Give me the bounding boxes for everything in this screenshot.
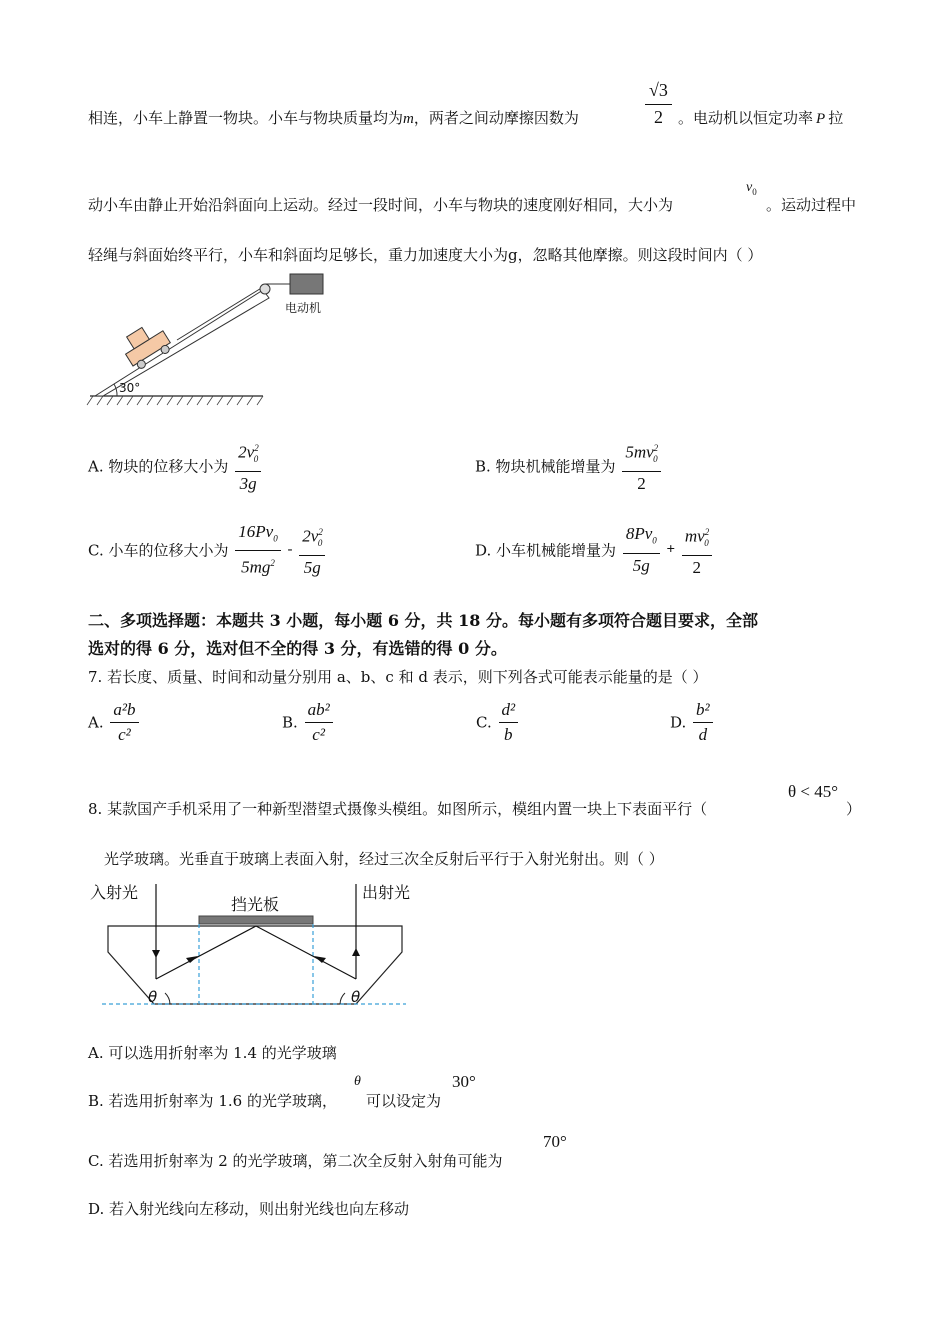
q7-c-den: b: [504, 725, 513, 744]
light-shield-plate: [199, 916, 313, 924]
q7-b-fraction: [305, 700, 333, 745]
q6-line1: [88, 107, 579, 128]
q7-b-label: B.: [282, 713, 298, 732]
q6-option-c: [88, 522, 327, 578]
q6-option-b: [475, 438, 663, 494]
option-a-text: A. 物块的位移大小为: [88, 457, 229, 476]
q6-line1-text-b: ，两者之间动摩擦因数为: [413, 109, 579, 127]
q6-line3: 轻绳与斜面始终平行，小车和斜面均足够长，重力加速度大小为g，忽略其他摩擦。则这段时间内（ ）: [88, 246, 763, 264]
q6-line2-tail: [766, 194, 856, 215]
exit-light-label: 出射光: [362, 883, 411, 902]
q6-line1-text-c: 。电动机以恒定功率: [678, 109, 814, 127]
ground-hatching: [87, 396, 263, 405]
q8-stem-a: 8. 某款国产手机采用了一种新型潜望式摄像头模组。如图所示，模组内置一块上下表面平行（: [88, 800, 708, 818]
q8-c-text: C. 若选用折射率为 2 的光学玻璃，第二次全反射入射角可能为: [88, 1152, 503, 1170]
mu-numerator: √3: [645, 80, 672, 105]
q8-b-theta: θ: [354, 1074, 361, 1089]
option-d-den1: 5g: [632, 555, 650, 575]
q8-b-text-b: 可以设定为: [366, 1092, 442, 1110]
q7-option-c: [476, 700, 520, 745]
q8-option-c: [88, 1150, 503, 1171]
option-b-num: 5mv: [625, 442, 654, 462]
q8-option-b: [88, 1090, 337, 1111]
speed-subscript: 0: [752, 186, 757, 197]
q7-d-den: d: [698, 725, 708, 744]
mu-denominator: 2: [653, 107, 663, 127]
q7-c-fraction: [499, 700, 519, 745]
option-c-fraction-1: $\frac{16Pv_0}{5mg^2}$: [235, 522, 280, 578]
q7-b-num: ab²: [305, 700, 333, 723]
option-d-fraction-1: $\frac{8Pv_0}{5g}$: [623, 524, 660, 575]
section2-heading-line2: 选对的得 6 分，选对但不全的得 3 分，有选错的得 0 分。: [88, 639, 507, 658]
rope-lower: [177, 287, 263, 340]
option-d-plus: +: [666, 541, 676, 558]
q7-stem: 7. 若长度、质量、时间和动量分别用 a、b、c 和 d 表示，则下列各式可能表示能量的是（ ）: [88, 668, 708, 686]
option-d-fraction-2: $\frac{mv^2_0}{2}$: [682, 522, 712, 578]
q8-b-text-a: B. 若选用折射率为 1.6 的光学玻璃，: [88, 1092, 337, 1110]
mass-symbol: m: [403, 111, 414, 127]
option-a-den: 3g: [239, 474, 257, 494]
option-a-fraction: $\frac{2v^2_0}{3g}$: [235, 438, 261, 494]
section2-heading-line1: 二、多项选择题：本题共 3 小题，每小题 6 分，共 18 分。每小题有多项符合题目要求，全部: [88, 611, 758, 630]
option-b-den: 2: [637, 474, 646, 494]
speed-symbol: [746, 180, 757, 197]
power-symbol: P: [816, 111, 826, 127]
q7-option-a: [88, 700, 141, 745]
q7-d-num: b²: [693, 700, 713, 723]
q7-option-b: [282, 700, 335, 745]
theta-right-label: θ: [351, 988, 361, 1006]
option-a-num: 2v: [238, 442, 255, 462]
q8-option-a: A. 可以选用折射率为 1.4 的光学玻璃: [88, 1044, 337, 1062]
option-b-text: B. 物块机械能增量为: [475, 457, 616, 476]
q7-a-fraction: [110, 700, 138, 745]
q7-d-label: D.: [670, 713, 687, 732]
pulley: [260, 284, 270, 294]
q8-stem-line1: [88, 798, 707, 819]
q6-option-d: [475, 522, 714, 578]
q6-line1-text-d: 拉: [828, 109, 844, 127]
friction-coefficient-fraction: [645, 80, 672, 128]
q6-option-a: [88, 438, 263, 494]
angle-label: 30°: [119, 381, 141, 395]
option-d-num2: mv: [684, 526, 705, 546]
incident-light-label: 入射光: [90, 883, 139, 902]
motor: [290, 274, 323, 294]
q8-c-angle: 70°: [543, 1132, 567, 1151]
q7-a-num: a²b: [110, 700, 138, 723]
q6-line1-text-a: 相连，小车上静置一物块。小车与物块质量均为: [88, 109, 404, 127]
periscope-figure: [86, 876, 416, 1016]
light-shield-label: 挡光板: [231, 895, 280, 914]
q8-option-d: D. 若入射光线向左移动，则出射光线也向左移动: [88, 1200, 410, 1218]
q7-a-den: c²: [118, 725, 131, 744]
option-c-num2: 2v: [302, 526, 319, 546]
motor-label: 电动机: [285, 301, 322, 315]
q8-stem-line2: 光学玻璃。光垂直于玻璃上表面入射，经过三次全反射后平行于入射光射出。则（ ）: [104, 850, 664, 868]
option-c-den1: 5mg: [241, 558, 271, 578]
option-c-fraction-2: $\frac{2v^2_0}{5g}$: [299, 522, 325, 578]
q7-a-label: A.: [88, 713, 104, 732]
q6-line2-text-b: 。运动过程中: [766, 196, 857, 214]
q7-c-num: d²: [499, 700, 519, 723]
option-d-den2: 2: [692, 558, 702, 578]
q8-b-angle: 30°: [452, 1072, 476, 1091]
q6-line1-tail: [678, 107, 843, 128]
q6-line2: [88, 194, 673, 215]
q8-theta-condition: θ < 45°: [788, 782, 839, 801]
theta-left-label: θ: [148, 988, 158, 1006]
option-c-text: C. 小车的位移大小为: [88, 541, 229, 560]
option-b-fraction: $\frac{5mv^2_0}{2}$: [622, 438, 660, 494]
q8-stem-close: ）: [846, 800, 862, 818]
speed-v: v: [746, 180, 753, 195]
option-c-minus: -: [287, 541, 293, 558]
incline-figure: [85, 268, 345, 413]
q7-c-label: C.: [476, 713, 492, 732]
q7-option-d: [670, 700, 715, 745]
option-c-den2: 5g: [303, 558, 321, 578]
option-c-num1: 16Pv: [238, 522, 274, 541]
q7-d-fraction: [693, 700, 713, 745]
option-d-num1: 8Pv: [625, 524, 653, 544]
option-d-text: D. 小车机械能增量为: [475, 541, 617, 560]
q7-b-den: c²: [312, 725, 325, 744]
q6-line2-text-a: 动小车由静止开始沿斜面向上运动。经过一段时间，小车与物块的速度刚好相同，大小为: [88, 196, 674, 214]
